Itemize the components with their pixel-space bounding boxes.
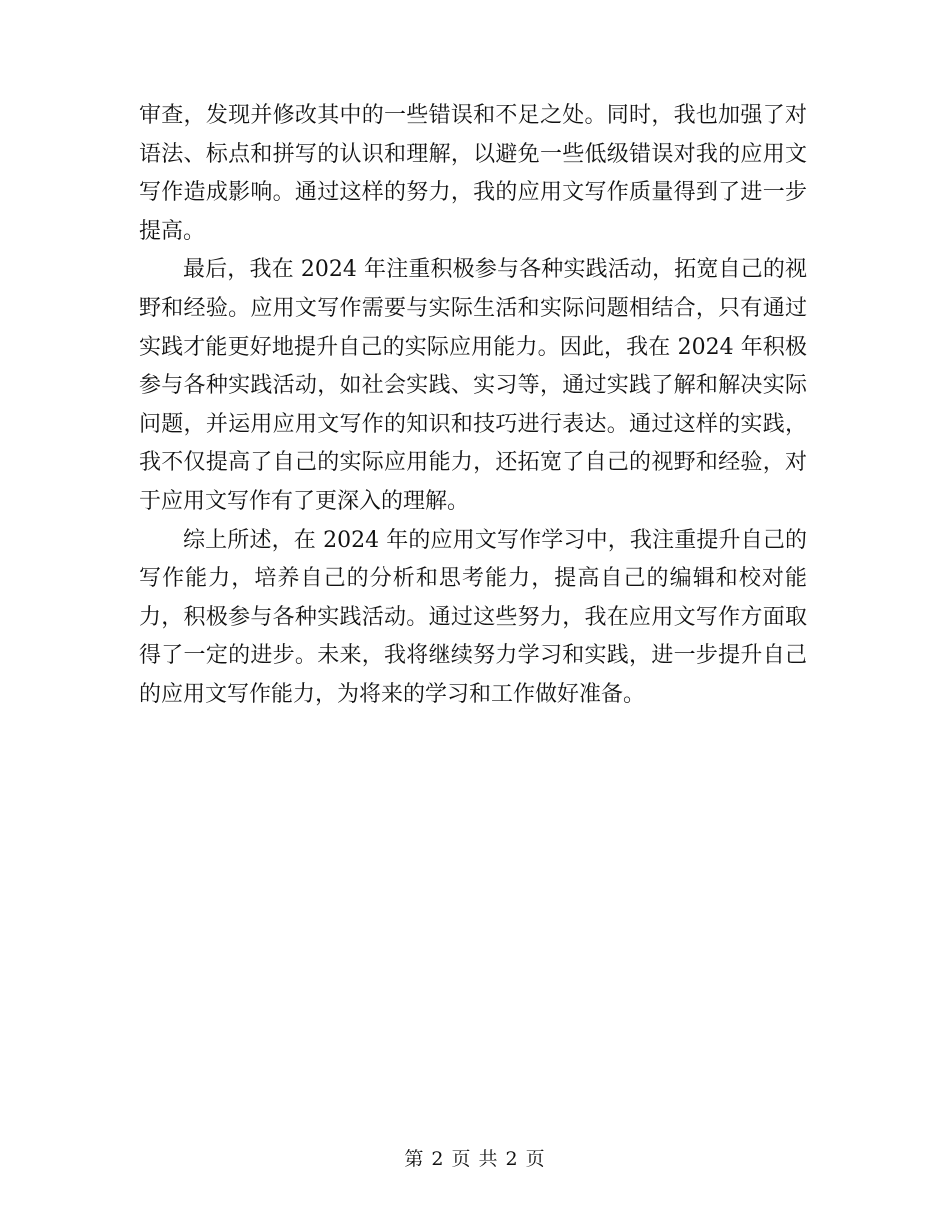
paragraph-summary: 综上所述，在 2024 年的应用文写作学习中，我注重提升自己的写作能力，培养自己的分析和思考能力，提高自己的编辑和校对能力，积极参与各种实践活动。通过这些努力，我在应用文写作方面取得了一定的进步。未来，我将继续努力学习和实践，进一步提升自己的应用文写作能力，为将来的学习和工作做好准备。 [139, 527, 807, 707]
document-body [139, 97, 807, 715]
paragraph-continuation: 审查，发现并修改其中的一些错误和不足之处。同时，我也加强了对语法、标点和拼写的认识和理解，以避免一些低级错误对我的应用文写作造成影响。通过这样的努力，我的应用文写作质量得到了进一步提高。 [139, 103, 807, 244]
page-number-footer: 第 2 页 共 2 页 [404, 1148, 546, 1170]
paragraph-practice: 最后，我在 2024 年注重积极参与各种实践活动，拓宽自己的视野和经验。应用文写作需要与实际生活和实际问题相结合，只有通过实践才能更好地提升自己的实际应用能力。因此，我在 2024 年积极参与各种实践活动，如社会实践、实习等，通过实践了解和解决实际问题，并运用应用文写作的知识和技巧进行表达。通过这样的实践，我不仅提高了自己的实际应用能力，还拓宽了自己的视野和经验，对于应用文写作有了更深入的理解。 [139, 257, 807, 514]
